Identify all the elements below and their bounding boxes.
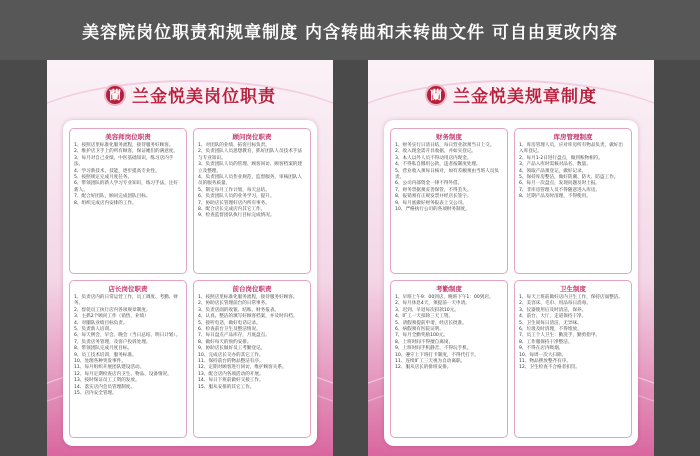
card-consultant-duties — [193, 128, 311, 274]
card-attendance-rules — [390, 280, 508, 438]
card-body: 1、早班上午9：00到店，晚班下午1：00到店。 2、每月休息4天，须提前一天申请。 3、迟到、早退每次扣款10元。 4、旷工一天扣除三天工资。 5、请假须提前申请，经店长批准。 6、病假须有医院证明。 7、每月全勤奖励100元。 8、上班时间不得擅自离岗。 9、上班时间手机静音，不得玩手机。 10、遵守上下班打卡制度，不得代打卡。 11、连续旷工三天视为自动离职。 12、服从店长的排班安排。 — [395, 295, 494, 371]
card-finance-rules — [390, 128, 508, 274]
content-sheet — [63, 120, 317, 446]
banner — [0, 0, 700, 60]
poster-title: 兰金悦美规章制度 — [453, 87, 597, 107]
card-body: 1、负责店内的日常运营工作，员工调度、考勤、财务。 2、督促员工执行店内各项规章制度。 3、主抓2个顾问工作（销售、业绩） 4、对團队业绩目标负责。 5、负责新人培训。 6、每天例会，早会、晚会（当日总结、明日计划）。 7、负责店务管理，及客户投诉处理。 8、带领团队完成月度目标。 9、员工技术培训，服务标准。 10、处理各种突发事件。 11、每月组织开展团队建设活动。 12、每月定期检查店内卫生、物品、设备情况。 13、按时保证员工工资的发放。 14、落实店内会员管理制度。 15、店内安全管理。 — [74, 295, 181, 397]
brand-logo-icon — [425, 84, 447, 106]
card-title: 库房管理制度 — [553, 133, 593, 141]
card-hygiene-rules — [514, 280, 632, 438]
card-title: 前台岗位职责 — [232, 285, 272, 293]
banner-text: 美容院岗位职责和规章制度 内含转曲和未转曲文件 可自由更改内容 — [82, 22, 618, 43]
poster-regulations — [368, 60, 654, 456]
card-reception-duties — [193, 280, 311, 438]
logo-glyph: 蘭 — [108, 88, 121, 102]
card-title: 美容师岗位职责 — [105, 133, 151, 141]
card-body: 1、按照店里标准化服务流程，接待服务好顾客。 2、协助店长管理前台的日常事务。 3、负责店面的收银、结账、财务报表。 4、认真、整洁的填写好顾客档案，并及时归档。 5、接听电话，做好电话记录。 6、检查前台卫生及整洁情况。 7、每日盘点产品库存，月底盘点。 8、做好每天的预约安排。 9、协助店长做好员工考勤登记。 10、完成店长交办的其它工作。 11、保持前台的物品整洁有序。 12、定期对顾客进行回访，维护顾客关系。 13、配合店内各项活动的开展。 14、每日下班前做好交接工作。 15、服从安排的其它工作。 — [198, 295, 298, 390]
card-title: 顾问岗位职责 — [232, 133, 272, 141]
content-sheet — [384, 120, 638, 446]
poster-title: 兰金悦美岗位职责 — [132, 87, 276, 107]
poster-header — [368, 82, 654, 107]
card-manager-duties — [69, 280, 187, 438]
card-body: 1、库房管理人员，应对库房所有物品负责，做好出入库登记。 2、每月1-2日进行盘点，做到账物相符。 3、产品入库时需核对品名、数量。 4、领取产品须登记，做好记录。 5、保持库房整洁，做好防潮、防火、防盗工作。 6、每月一次盘点，发现问题及时上报。 7、非库房管理人员不得随意进入库房。 8、过期产品及时清理，不得使用。 — [519, 143, 623, 200]
card-beautician-duties — [69, 128, 187, 274]
card-body: 1、对团队的业绩、拓客目标负责。 2、负责团队人员思想教育，抓好团队人员技术手法与专业知识。 3、负责团队人员的管理、顾客回访、顾客档案的建立及整理。 4、负责团队人员作业规范，监督服务，审核团队人员的服务质量。 5、制定每月工作计划，每天总结。 6、负责团队人员的业务学习，提升。 7、协助店长管理好店内所有事务。 8、配合店长完成店内其它工作。 9、检查监督团队执行目标完成情况。 — [198, 143, 302, 219]
brand-logo-icon — [104, 84, 126, 106]
card-body: 1、按照店里标准化服务流程，接待服务好顾客。 2、维护店卫手上的所有顾客，保证她们的满意度。 3、每月对自己业绩、中医基础知识，练习店内手法、 4、学习新技术，技能，逐步提高专业性。 5、按照规定完成月度任务。 6、带领团队的新人学习专业知识，练习手法，注好新人。 7、配合好团队，顾问完成团队目标。 8、组织完成店内安排的工作。 — [74, 143, 178, 206]
card-title: 考勤制度 — [436, 285, 462, 293]
card-body: 1、财务实行日清日结，每日营业款须当日上交。 2、收入现金需开具收据，并如实登记。 3、本人以外人员不得动用店内现金。 4、不得私自挪用公款，违者按制度处理。 5、营业收入须每日核对，如有差额须由当班人员负责。 6、公司内部资金一律不得外借。 7、财务票据须妥善保管，不得丢失。 8、报销须有正规发票并经店长签字。 9、每月底做好财务报表上交公司。 10、严格执行公司的各项财务制度。 — [395, 143, 499, 213]
card-body: 1、每天上班前做好店内卫生工作，保持店面整洁。 2、美容床、毛巾、用品每日消毒。 3、仪器使用后及时清洁，保养。 4、前台、大厅、走道保持干净。 5、卫生间每日清洁，无异味。 6、垃圾及时清理，不得堆放。 7、员工个人卫生：勤洗手，勤剪指甲。 8、工作服保持干净整洁。 9、不得在店内吸烟。 10、每周一次大扫除。 11、物品摆放整齐有序。 12、卫生检查不合格者扣罚。 — [519, 295, 623, 371]
card-title: 卫生制度 — [560, 285, 586, 293]
card-title: 店长岗位职责 — [108, 285, 148, 293]
card-warehouse-rules — [514, 128, 632, 274]
poster-header — [47, 82, 333, 107]
card-title: 财务制度 — [436, 133, 462, 141]
poster-job-duties — [47, 60, 333, 456]
logo-glyph: 蘭 — [429, 88, 442, 102]
